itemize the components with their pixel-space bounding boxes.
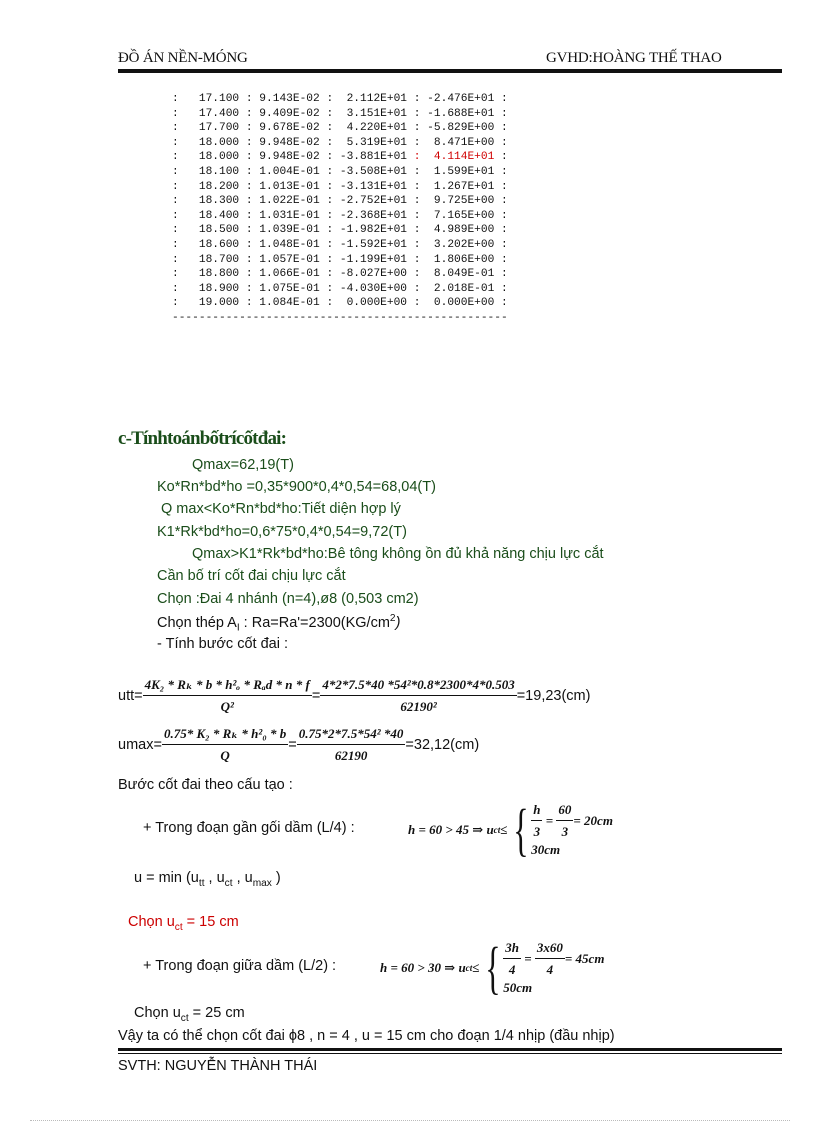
table-cell: 18.700 <box>198 253 246 266</box>
table-cell: : <box>172 180 199 193</box>
table-cell: 5.319E+01 <box>339 136 414 149</box>
table-cell: 18.000 <box>198 151 246 164</box>
table-cell: : <box>172 195 199 208</box>
table-cell: -2.476E+01 <box>427 93 502 105</box>
table-cell: 9.725E+00 <box>427 195 502 208</box>
table-cell: 2.018E-01 <box>427 282 502 295</box>
table-row <box>172 209 508 224</box>
table-cell: : <box>413 180 428 193</box>
table-cell: : <box>326 238 340 251</box>
header-rule <box>118 69 782 73</box>
table-cell: : <box>245 151 260 164</box>
table-cell: 18.900 <box>198 282 246 295</box>
table-cell: 18.100 <box>198 165 246 178</box>
table-cell: : <box>413 297 428 310</box>
table-cell: : <box>413 209 428 222</box>
table-row <box>172 180 508 195</box>
table-row <box>172 267 508 282</box>
table-cell: : <box>326 297 340 310</box>
table-cell: : <box>326 93 340 105</box>
table-cell: 1.267E+01 <box>427 180 502 193</box>
table-cell: : <box>172 268 199 281</box>
table-cell: -1.982E+01 <box>339 224 414 237</box>
table-cell: 17.400 <box>198 107 246 120</box>
table-cell: : <box>245 180 260 193</box>
table-cell: : <box>326 122 340 135</box>
table-cell: 1.057E-01 <box>259 253 327 266</box>
table-row <box>172 121 508 136</box>
table-cell: : <box>172 238 199 251</box>
table-cell: 1.013E-01 <box>259 180 327 193</box>
conclusion-line: Vậy ta có thể chọn cốt đai ϕ8 , n = 4 , u = 15 cm cho đoạn 1/4 nhịp (đầu nhịp) <box>118 1028 615 1044</box>
table-cell: 1.075E-01 <box>259 282 327 295</box>
table-cell: 1.599E+01 <box>427 165 502 178</box>
qmax-line: Qmax=62,19(T) <box>192 457 294 473</box>
table-cell: : <box>326 209 340 222</box>
table-row <box>172 150 508 165</box>
table-cell: : <box>413 268 428 281</box>
table-cell: 17.700 <box>198 122 246 135</box>
table-cell: 1.084E-01 <box>259 297 327 310</box>
table-cell: 4.114E+01 <box>427 151 502 164</box>
table-cell: : <box>501 224 508 237</box>
table-cell: : <box>501 209 508 222</box>
utt-formula: utt= $\frac{\text{4K₂ * Rₖ * b * h²ₒ * Rₐd * n * f}}{\text{Q²}}$ = $\frac{\text{4*2*7.5*40 *54²*0.8*2300*4*0.503}}{\text{62190²}}$ =19,23(cm) <box>118 677 591 714</box>
table-cell: 8.049E-01 <box>427 268 502 281</box>
table-cell: : <box>245 282 260 295</box>
table-row <box>172 238 508 253</box>
table-cell: : <box>501 253 508 266</box>
table-cell: : <box>326 180 340 193</box>
ko-line: Ko*Rn*bd*ho =0,35*900*0,4*0,54=68,04(T) <box>157 479 436 495</box>
table-cell: : <box>245 268 260 281</box>
table-cell: : <box>326 282 340 295</box>
table-cell: 3.151E+01 <box>339 107 414 120</box>
table-cell: 1.048E-01 <box>259 238 327 251</box>
table-cell: 1.806E+00 <box>427 253 502 266</box>
table-cell: : <box>326 165 340 178</box>
support-text: + Trong đoạn gần gối dầm (L/4) : <box>143 820 355 836</box>
table-cell: : <box>413 253 428 266</box>
table-cell: 0.000E+00 <box>427 297 502 310</box>
table-cell: -2.368E+01 <box>339 209 414 222</box>
table-row <box>172 165 508 180</box>
table-cell: 7.165E+00 <box>427 209 502 222</box>
table-cell: 18.400 <box>198 209 246 222</box>
table-cell: : <box>172 151 199 164</box>
table-cell: 9.678E-02 <box>259 122 327 135</box>
table-cell: 1.066E-01 <box>259 268 327 281</box>
footer-text: SVTH: NGUYỄN THÀNH THÁI <box>118 1058 318 1074</box>
table-cell: : <box>245 136 260 149</box>
table-cell: 0.000E+00 <box>339 297 414 310</box>
table-cell: -4.030E+00 <box>339 282 414 295</box>
table-cell: : <box>245 165 260 178</box>
table-cell: : <box>245 195 260 208</box>
table-cell: : <box>172 93 199 105</box>
table-cell: : <box>501 195 508 208</box>
table-cell: : <box>413 107 428 120</box>
table-cell: : <box>413 151 428 164</box>
table-cell: : <box>245 297 260 310</box>
table-cell: : <box>413 136 428 149</box>
table-cell: : <box>245 238 260 251</box>
table-cell: -3.881E+01 <box>339 151 414 164</box>
table-cell: 4.989E+00 <box>427 224 502 237</box>
table-cell: : <box>172 165 199 178</box>
table-cell: : <box>501 282 508 295</box>
table-cell: : <box>245 224 260 237</box>
table-cell: 3.202E+00 <box>427 238 502 251</box>
table-cell: 1.022E-01 <box>259 195 327 208</box>
table-cell: 18.200 <box>198 180 246 193</box>
chosen-middle-line: Chọn $u_{ct} = 25$ cm <box>134 1005 245 1024</box>
table-row <box>172 107 508 122</box>
table-cell: -3.508E+01 <box>339 165 414 178</box>
table-row <box>172 296 508 311</box>
table-cell: : <box>501 107 508 120</box>
table-cell: 1.004E-01 <box>259 165 327 178</box>
table-cell: : <box>172 224 199 237</box>
table-cell: : <box>245 209 260 222</box>
table-row <box>172 136 508 151</box>
table-cell: 19.000 <box>198 297 246 310</box>
table-cell: : <box>172 297 199 310</box>
table-row <box>172 194 508 209</box>
table-cell: : <box>326 195 340 208</box>
construct-line: Bước cốt đai theo cấu tạo : <box>118 777 293 793</box>
footer-rule <box>118 1048 782 1051</box>
table-cell: 9.409E-02 <box>259 107 327 120</box>
table-cell: : <box>501 122 508 135</box>
table-cell: : <box>413 122 428 135</box>
support-formula: h = 60 > 45 ⇒ u ct ≤ { $\frac{h}{3}$ = $\frac{60}{3}$ = 20cm 30cm <box>408 797 613 862</box>
header-right: GVHD:HOÀNG THẾ THAO <box>546 50 722 66</box>
choose-stirrup-line: Chọn :Đai 4 nhánh (n=4),ø8 (0,503 cm2) <box>157 591 419 607</box>
table-cell: : <box>245 107 260 120</box>
table-cell: : <box>172 209 199 222</box>
need-stirrup-line: Cần bố trí cốt đai chịu lực cắt <box>157 568 346 584</box>
table-cell: : <box>501 180 508 193</box>
table-cell: : <box>413 195 428 208</box>
table-cell: : <box>326 107 340 120</box>
table-cell: -3.131E+01 <box>339 180 414 193</box>
table-cell: : <box>172 282 199 295</box>
table-cell: -2.752E+01 <box>339 195 414 208</box>
table-cell: : <box>501 93 508 105</box>
header-left: ĐỒ ÁN NỀN-MÓNG <box>118 50 248 66</box>
table-cell: 2.112E+01 <box>339 93 414 105</box>
table-cell: : <box>413 238 428 251</box>
table-cell: : <box>501 268 508 281</box>
table-row <box>172 253 508 268</box>
table-cell: 18.800 <box>198 268 246 281</box>
table-cell: : <box>172 136 199 149</box>
q-compare-line: Q max<Ko*Rn*bd*ho:Tiết diện hợp lý <box>161 501 401 517</box>
table-cell: : <box>413 165 428 178</box>
table-row <box>172 282 508 297</box>
middle-text: + Trong đoạn giữa dầm (L/2) : <box>143 958 337 974</box>
table-cell: -8.027E+00 <box>339 268 414 281</box>
table-cell: 1.039E-01 <box>259 224 327 237</box>
table-cell: : <box>501 151 508 164</box>
middle-formula: h = 60 > 30 ⇒ u ct ≤ { $\frac{3h}{4}$ = $\frac{3x60}{4}$ = 45cm 50cm <box>380 935 605 1000</box>
table-cell: : <box>172 107 199 120</box>
table-cell: : <box>326 151 340 164</box>
table-cell: : <box>501 238 508 251</box>
table-cell: 9.948E-02 <box>259 151 327 164</box>
section-title: c-Tínhtoánbốtrícốtđai: <box>118 428 287 449</box>
table-row <box>172 92 508 107</box>
table-cell: : <box>326 136 340 149</box>
table-cell: : <box>413 93 428 105</box>
page-bottom-dotted <box>30 1120 790 1121</box>
table-cell: 18.000 <box>198 136 246 149</box>
table-cell: -1.199E+01 <box>339 253 414 266</box>
table-cell: : <box>326 268 340 281</box>
table-cell: -1.688E+01 <box>427 107 502 120</box>
table-cell: : <box>501 165 508 178</box>
table-cell: -5.829E+00 <box>427 122 502 135</box>
table-cell: 1.031E-01 <box>259 209 327 222</box>
chosen-support-line: Chọn $u_{ct} = 15$ cm <box>128 914 239 933</box>
table-cell: 4.220E+01 <box>339 122 414 135</box>
table-cell: : <box>245 93 260 105</box>
footer-rule-thin <box>118 1053 782 1054</box>
table-cell: 18.500 <box>198 224 246 237</box>
table-cell: : <box>501 136 508 149</box>
table-cell: : <box>172 122 199 135</box>
umax-formula: umax= $\frac{\text{0.75* K₂ * Rₖ * h²₀ * b}}{Q}$ = $\frac{\text{0.75*2*7.5*54² *40}}{62190}$ =32,12(cm) <box>118 726 480 763</box>
table-cell: : <box>413 282 428 295</box>
table-cell: : <box>413 224 428 237</box>
table-cell: : <box>245 122 260 135</box>
step-line: - Tính bước cốt đai : <box>157 636 288 652</box>
table-cell: 18.600 <box>198 238 246 251</box>
table-cell: : <box>172 253 199 266</box>
table-cell: : <box>245 253 260 266</box>
table-cell: 17.100 <box>198 93 246 105</box>
result-table <box>172 92 508 326</box>
table-cell: : <box>501 297 508 310</box>
steel-line: Chọn thép $A_I$ : $Ra=Ra'=2300(KG/cm^2)$ <box>157 613 401 634</box>
k1-line: K1*Rk*bd*ho=0,6*75*0,4*0,54=9,72(T) <box>157 524 407 540</box>
table-cell: 8.471E+00 <box>427 136 502 149</box>
table-rule: -------------------------------------------------- <box>172 311 508 324</box>
table-cell: : <box>326 253 340 266</box>
umin-line: $u = \min (u_{tt}$ , $u_{ct}$ , $u_{max}$ ) <box>134 870 281 889</box>
table-cell: 18.300 <box>198 195 246 208</box>
table-cell: : <box>326 224 340 237</box>
table-cell: 9.143E-02 <box>259 93 327 105</box>
table-row <box>172 223 508 238</box>
q-compare2-line: Qmax>K1*Rk*bd*ho:Bê tông không ồn đủ khả năng chịu lực cắt <box>192 546 604 562</box>
table-cell: 9.948E-02 <box>259 136 327 149</box>
table-cell: -1.592E+01 <box>339 238 414 251</box>
